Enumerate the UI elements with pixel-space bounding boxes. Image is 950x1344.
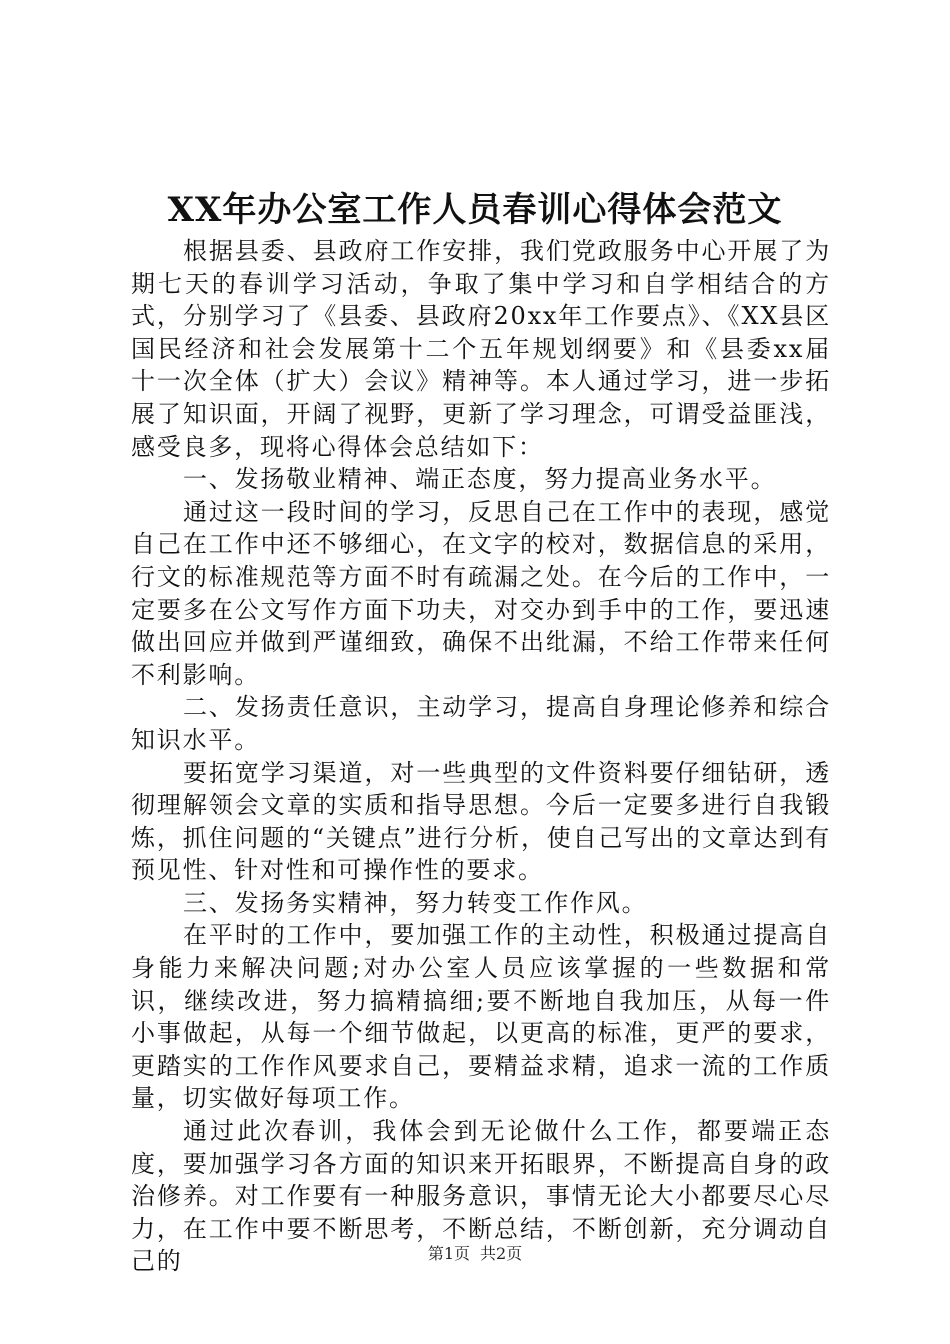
page-footer — [0, 1243, 950, 1265]
section-heading-2: 二、发扬责任意识，主动学习，提高自身理论修养和综合知识水平。 — [131, 693, 831, 754]
section-heading-1: 一、发扬敬业精神、端正态度，努力提高业务水平。 — [183, 465, 777, 494]
document-body — [131, 235, 831, 1278]
page-number: 第1页 — [427, 1244, 470, 1263]
document-title: XX年办公室工作人员春训心得体会范文 — [167, 190, 783, 230]
paragraph-section-2: 要拓宽学习渠道，对一些典型的文件资料要仔细钻研，透彻理解领会文章的实质和指导思想。今后一定要多进行自我锻炼，抓住问题的“关键点”进行分析，使自己写出的文章达到有预见性、针对性和可操作性的要求。 — [131, 758, 831, 885]
section-heading-3: 三、发扬务实精神，努力转变工作作风。 — [183, 888, 648, 917]
paragraph-section-1: 通过这一段时间的学习，反思自己在工作中的表现，感觉自己在工作中还不够细心，在文字的校对，数据信息的采用，行文的标准规范等方面不时有疏漏之处。在今后的工作中，一定要多在公文写作方面下功夫，对交办到手中的工作，要迅速做出回应并做到严谨细致，确保不出纰漏，不给工作带来任何不利影响。 — [131, 497, 831, 689]
paragraph-section-3: 在平时的工作中，要加强工作的主动性，积极通过提高自身能力来解决问题;对办公室人员应该掌握的一些数据和常识，继续改进，努力搞精搞细;要不断地自我加压，从每一件小事做起，从每一个细节做起，以更高的标准，更严的要求，更踏实的工作作风要求自己，要精益求精，追求一流的工作质量，切实做好每项工作。 — [131, 921, 831, 1113]
page-total: 共2页 — [480, 1244, 523, 1263]
paragraph-intro: 根据县委、县政府工作安排，我们党政服务中心开展了为期七天的春训学习活动，争取了集中学习和自学相结合的方式，分别学习了《县委、县政府20xx年工作要点》、《XX县区国民经济和社会发展第十二个五年规划纲要》和《县委xx届十一次全体（扩大）会议》精神等。本人通过学习，进一步拓展了知识面，开阔了视野，更新了学习理念，可谓受益匪浅，感受良多，现将心得体会总结如下： — [131, 237, 831, 461]
paragraph-conclusion: 通过此次春训，我体会到无论做什么工作，都要端正态度，要加强学习各方面的知识来开拓眼界，不断提高自身的政治修养。对工作要有一种服务意识，事情无论大小都要尽心尽力，在工作中要不断思考，不断总结，不断创新，充分调动自己的 — [131, 1117, 831, 1276]
